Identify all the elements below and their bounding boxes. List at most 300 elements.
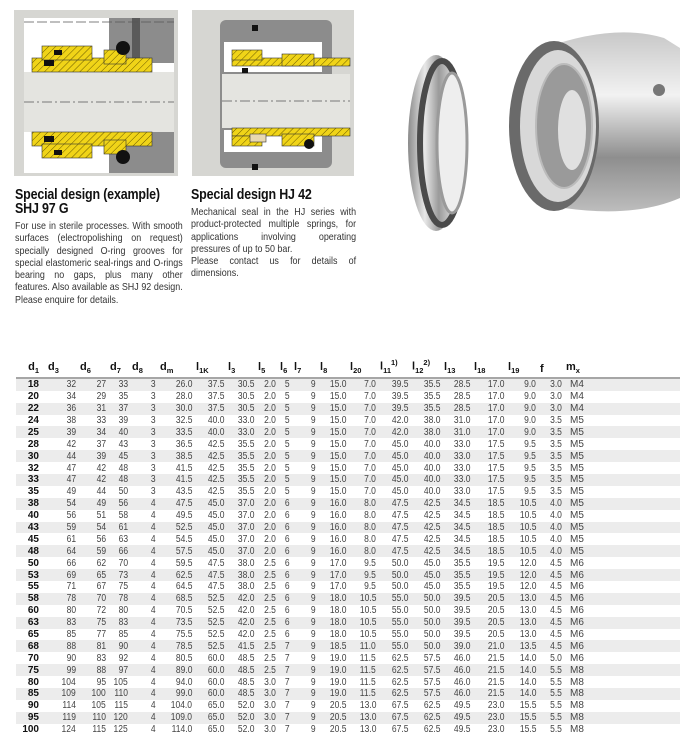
- table-cell-l8: 18.5: [320, 640, 350, 652]
- table-cell-l3: 35.5: [228, 474, 258, 486]
- table-cell-d3: 83: [48, 617, 80, 629]
- table-cell-dm: 52.5: [160, 522, 196, 534]
- table-cell-l3: 30.5: [237, 391, 254, 403]
- column-header-l13: $l_{13}$: [444, 358, 474, 378]
- row-filler: [600, 724, 680, 736]
- table-cell-mx: M5: [566, 498, 600, 510]
- table-cell-f: 3.5: [550, 414, 562, 426]
- table-row: [16, 545, 680, 557]
- table-cell-l20: 13.0: [359, 700, 376, 712]
- table-cell-l3: 30.5: [228, 403, 258, 415]
- table-cell-l13: 39.5: [444, 593, 474, 605]
- table-cell-dm: 80.5: [175, 652, 192, 664]
- table-cell-l6: 5: [285, 414, 290, 426]
- table-row: [16, 426, 680, 438]
- section-hj42: [191, 188, 359, 281]
- table-cell-d6: 42: [96, 462, 106, 474]
- row-filler: [600, 557, 680, 569]
- table-cell-l11: 47.5: [380, 498, 412, 510]
- table-cell-l8: 17.0: [329, 581, 346, 593]
- table-cell-d7: 66: [110, 545, 132, 557]
- table-cell-l20: 8.0: [350, 522, 380, 534]
- table-cell-l20: 8.0: [364, 510, 376, 522]
- table-cell-d8: 4: [151, 652, 156, 664]
- table-cell-d1: 75: [16, 664, 48, 676]
- table-cell-l3: 38.0: [237, 557, 254, 569]
- table-cell-l18: 21.5: [474, 688, 508, 700]
- table-cell-l20: 7.0: [364, 486, 376, 498]
- table-cell-d6: 65: [80, 569, 110, 581]
- column-header-l3: $l_3$: [228, 358, 258, 378]
- table-cell-l1K: 42.5: [207, 486, 224, 498]
- table-cell-d3: 88: [48, 640, 80, 652]
- table-cell-d1: 28: [27, 438, 39, 450]
- table-cell-l13: 33.0: [444, 474, 474, 486]
- table-cell-l5: 2.0: [258, 522, 280, 534]
- table-row: [16, 629, 680, 641]
- table-row: [16, 712, 680, 724]
- table-cell-l5: 3.0: [258, 712, 280, 724]
- table-cell-l13: 46.0: [444, 664, 474, 676]
- table-cell-d7: 35: [118, 391, 128, 403]
- table-cell-l18: 17.0: [487, 391, 504, 403]
- table-row: [16, 450, 680, 462]
- table-cell-l20: 8.0: [350, 498, 380, 510]
- table-cell-l7: 9: [294, 498, 320, 510]
- table-cell-l18: 19.5: [487, 557, 504, 569]
- table-cell-l13: 33.0: [453, 486, 470, 498]
- table-cell-l12: 35.5: [423, 391, 440, 403]
- column-header-f: f: [540, 358, 566, 378]
- table-cell-d1: 95: [16, 712, 48, 724]
- table-cell-l7: 9: [294, 712, 320, 724]
- row-filler: [600, 617, 680, 629]
- table-row: [16, 474, 680, 486]
- table-cell-f: 5.5: [540, 664, 566, 676]
- table-cell-d3: 109: [48, 688, 80, 700]
- column-header-d6: $d_6$: [80, 358, 110, 378]
- table-cell-l3: 52.0: [228, 712, 258, 724]
- table-cell-l19: 10.5: [519, 510, 536, 522]
- table-cell-f: 5.5: [550, 676, 562, 688]
- table-cell-d3: 44: [48, 450, 80, 462]
- table-cell-d1: 20: [27, 391, 39, 403]
- table-cell-d7: 45: [110, 450, 132, 462]
- table-cell-l12: 42.5: [412, 522, 444, 534]
- table-cell-mx: M4: [570, 391, 584, 403]
- table-cell-d3: 47: [48, 474, 80, 486]
- table-row: [16, 462, 680, 474]
- table-cell-d8: 4: [151, 557, 156, 569]
- table-cell-d8: 4: [151, 533, 156, 545]
- table-cell-d7: 58: [118, 510, 128, 522]
- table-cell-l8: 20.5: [329, 724, 346, 736]
- table-cell-d1: 68: [16, 640, 48, 652]
- column-header-l1K: $l_{1K}$: [196, 358, 228, 378]
- row-filler: [600, 581, 680, 593]
- table-cell-d8: 4: [132, 617, 160, 629]
- table-row: [16, 581, 680, 593]
- table-cell-mx: M5: [566, 474, 600, 486]
- table-cell-f: 4.5: [550, 628, 562, 640]
- product-photo: [384, 8, 680, 238]
- table-cell-l3: 35.5: [237, 486, 254, 498]
- table-cell-l12: 57.5: [423, 652, 440, 664]
- table-cell-l8: 15.0: [320, 426, 350, 438]
- table-cell-d6: 67: [96, 581, 106, 593]
- table-cell-l3: 33.0: [228, 426, 258, 438]
- table-cell-l7: 9: [311, 652, 316, 664]
- table-cell-d7: 70: [118, 557, 128, 569]
- row-filler: [600, 403, 680, 415]
- row-filler: [600, 712, 680, 724]
- table-cell-l6: 5: [285, 391, 290, 403]
- table-cell-dm: 109.0: [160, 712, 196, 724]
- table-cell-d8: 3: [151, 414, 156, 426]
- table-cell-l1K: 60.0: [196, 688, 228, 700]
- column-header-dm: $d_m$: [160, 358, 196, 378]
- table-cell-l19: 10.5: [508, 522, 540, 534]
- table-cell-l1K: 52.5: [196, 593, 228, 605]
- table-row: [16, 652, 680, 664]
- table-cell-l20: 7.0: [364, 414, 376, 426]
- table-cell-l13: 33.0: [453, 462, 470, 474]
- table-cell-d8: 3: [151, 486, 156, 498]
- table-cell-l18: 18.5: [474, 498, 508, 510]
- table-cell-l13: 35.5: [444, 569, 474, 581]
- table-cell-l20: 11.5: [350, 664, 380, 676]
- table-cell-l11: 50.0: [391, 581, 408, 593]
- table-cell-l8: 15.0: [320, 403, 350, 415]
- table-cell-l5: 3.0: [264, 676, 276, 688]
- table-cell-l20: 11.5: [350, 688, 380, 700]
- column-header-l8: $l_8$: [320, 358, 350, 378]
- table-row: [16, 522, 680, 534]
- table-cell-f: 3.5: [550, 462, 562, 474]
- table-cell-l6: 6: [280, 593, 294, 605]
- table-cell-l18: 20.5: [487, 605, 504, 617]
- diagram-shj97g: [14, 10, 178, 176]
- table-cell-l5: 2.5: [258, 569, 280, 581]
- table-cell-d3: 36: [48, 403, 80, 415]
- table-cell-d7: 78: [110, 593, 132, 605]
- table-row: [16, 605, 680, 617]
- table-cell-l1K: 42.5: [196, 450, 228, 462]
- table-cell-l18: 23.0: [487, 724, 504, 736]
- table-cell-l6: 7: [280, 664, 294, 676]
- table-cell-l5: 2.5: [264, 581, 276, 593]
- table-cell-l6: 5: [280, 474, 294, 486]
- table-cell-l1K: 52.5: [196, 617, 228, 629]
- section-title: [15, 187, 160, 217]
- table-cell-mx: M5: [570, 510, 584, 522]
- table-cell-l11: 39.5: [380, 403, 412, 415]
- table-cell-l3: 38.0: [228, 569, 258, 581]
- table-cell-f: 4.5: [540, 640, 566, 652]
- table-cell-l19: 13.0: [508, 617, 540, 629]
- table-row: [16, 403, 680, 415]
- row-filler: [600, 486, 680, 498]
- table-row: [16, 498, 680, 510]
- table-cell-f: 3.5: [550, 438, 562, 450]
- table-cell-l1K: 47.5: [207, 557, 224, 569]
- table-cell-mx: M6: [570, 581, 584, 593]
- table-cell-l20: 7.0: [350, 474, 380, 486]
- table-cell-l8: 16.0: [320, 498, 350, 510]
- row-filler: [600, 450, 680, 462]
- table-cell-l19: 15.5: [519, 724, 536, 736]
- table-cell-l6: 6: [285, 557, 290, 569]
- table-cell-d6: 39: [80, 450, 110, 462]
- table-cell-mx: M8: [566, 664, 600, 676]
- table-cell-l19: 14.0: [508, 688, 540, 700]
- table-cell-d8: 4: [151, 581, 156, 593]
- table-cell-l3: 37.0: [237, 533, 254, 545]
- table-cell-l13: 39.5: [453, 605, 470, 617]
- table-cell-d7: 85: [118, 628, 128, 640]
- table-cell-l5: 2.0: [258, 378, 280, 391]
- table-cell-d6: 83: [96, 652, 106, 664]
- table-cell-l5: 2.0: [264, 462, 276, 474]
- table-cell-dm: 41.5: [175, 462, 192, 474]
- table-cell-l19: 12.0: [519, 557, 536, 569]
- table-body: [16, 378, 680, 736]
- table-cell-l5: 2.5: [264, 557, 276, 569]
- table-cell-l13: 46.0: [453, 652, 470, 664]
- table-cell-l18: 17.0: [474, 403, 508, 415]
- table-cell-l5: 2.0: [258, 403, 280, 415]
- table-cell-d6: 31: [80, 403, 110, 415]
- table-cell-l11: 47.5: [380, 522, 412, 534]
- table-cell-d7: 39: [118, 414, 128, 426]
- table-cell-l5: 2.5: [258, 664, 280, 676]
- table-cell-mx: M4: [566, 378, 600, 391]
- table-cell-l1K: 65.0: [207, 700, 224, 712]
- seal-cross-section-illustration: [192, 10, 354, 176]
- table-cell-d8: 3: [132, 474, 160, 486]
- table-cell-l11: 62.5: [391, 652, 408, 664]
- column-header-l12: $l_{12}^{2)}$: [412, 358, 444, 378]
- table-row: [16, 486, 680, 498]
- table-cell-l6: 6: [280, 545, 294, 557]
- table-cell-mx: M5: [570, 533, 584, 545]
- table-cell-l19: 15.5: [508, 712, 540, 724]
- table-cell-f: 4.5: [550, 557, 562, 569]
- table-cell-d8: 4: [151, 628, 156, 640]
- table-cell-f: 5.0: [550, 652, 562, 664]
- table-cell-f: 4.5: [540, 593, 566, 605]
- section-title-line1: Special design (example): [15, 187, 160, 203]
- table-cell-l12: 50.0: [423, 605, 440, 617]
- table-cell-d3: 39: [48, 426, 80, 438]
- table-cell-l12: 57.5: [423, 676, 440, 688]
- table-cell-d7: 105: [113, 676, 128, 688]
- table-cell-l7: 9: [294, 426, 320, 438]
- table-cell-d7: 37: [110, 403, 132, 415]
- table-cell-l20: 11.0: [350, 640, 380, 652]
- table-cell-l8: 15.0: [320, 378, 350, 391]
- table-cell-d8: 4: [151, 605, 156, 617]
- table-cell-d6: 115: [92, 724, 106, 736]
- table-cell-l7: 9: [311, 533, 316, 545]
- table-cell-l12: 40.0: [423, 486, 440, 498]
- table-cell-l5: 2.5: [258, 593, 280, 605]
- table-cell-l20: 10.5: [359, 605, 376, 617]
- table-cell-l13: 39.0: [444, 640, 474, 652]
- table-cell-l20: 7.0: [364, 462, 376, 474]
- table-cell-dm: 43.5: [175, 486, 192, 498]
- table-cell-f: 5.5: [540, 688, 566, 700]
- table-cell-l11: 47.5: [380, 545, 412, 557]
- table-cell-l1K: 60.0: [207, 676, 224, 688]
- table-cell-l8: 19.0: [320, 664, 350, 676]
- table-cell-l12: 45.0: [423, 581, 440, 593]
- table-row: [16, 378, 680, 391]
- table-cell-d1: 48: [16, 545, 48, 557]
- table-cell-d3: 80: [66, 605, 76, 617]
- table-cell-l11: 67.5: [391, 724, 408, 736]
- table-cell-mx: M6: [566, 569, 600, 581]
- table-cell-l19: 14.0: [519, 676, 536, 688]
- row-filler: [600, 545, 680, 557]
- table-cell-d1: 70: [27, 652, 39, 664]
- table-cell-l18: 18.5: [487, 533, 504, 545]
- table-cell-l20: 9.5: [364, 581, 376, 593]
- table-cell-l1K: 42.5: [207, 438, 224, 450]
- table-row: [16, 724, 680, 736]
- row-filler: [600, 462, 680, 474]
- table-cell-d7: 83: [110, 617, 132, 629]
- table-row: [16, 640, 680, 652]
- table-cell-l13: 28.5: [444, 378, 474, 391]
- table-cell-l7: 9: [294, 545, 320, 557]
- table-cell-l19: 9.5: [508, 450, 540, 462]
- table-cell-l20: 8.0: [350, 545, 380, 557]
- table-cell-f: 5.5: [550, 700, 562, 712]
- table-cell-l3: 37.0: [228, 498, 258, 510]
- table-cell-l19: 9.0: [508, 378, 540, 391]
- table-cell-mx: M5: [566, 545, 600, 557]
- column-header-mx: $m_x$: [566, 358, 600, 378]
- table-cell-d6: 59: [80, 545, 110, 557]
- table-cell-dm: 75.5: [175, 628, 192, 640]
- table-cell-l6: 5: [285, 438, 290, 450]
- table-cell-l19: 9.5: [524, 486, 536, 498]
- row-filler: [600, 474, 680, 486]
- table-cell-d8: 4: [132, 593, 160, 605]
- table-cell-l19: 14.0: [508, 664, 540, 676]
- table-row: [16, 688, 680, 700]
- table-cell-l1K: 52.5: [196, 640, 228, 652]
- table-cell-l6: 6: [285, 605, 290, 617]
- table-cell-l12: 35.5: [412, 403, 444, 415]
- table-cell-d6: 70: [80, 593, 110, 605]
- table-cell-l13: 35.5: [453, 581, 470, 593]
- table-cell-l6: 6: [280, 617, 294, 629]
- table-cell-l11: 62.5: [380, 688, 412, 700]
- table-cell-l18: 23.0: [474, 712, 508, 724]
- table-cell-l18: 21.0: [474, 640, 508, 652]
- table-cell-l12: 62.5: [423, 724, 440, 736]
- table-cell-l19: 10.5: [519, 533, 536, 545]
- table-cell-l12: 40.0: [412, 474, 444, 486]
- column-header-l11: $l_{11}^{1)}$: [380, 358, 412, 378]
- table-cell-l7: 9: [311, 414, 316, 426]
- row-filler: [600, 688, 680, 700]
- table-cell-f: 4.0: [550, 510, 562, 522]
- table-cell-d7: 63: [118, 533, 128, 545]
- table-cell-l20: 13.0: [350, 712, 380, 724]
- table-cell-d8: 4: [151, 676, 156, 688]
- table-row: [16, 533, 680, 545]
- table-cell-l20: 11.5: [360, 676, 376, 688]
- table-cell-dm: 54.5: [175, 533, 192, 545]
- table-cell-d7: 73: [110, 569, 132, 581]
- table-cell-l13: 33.0: [444, 450, 474, 462]
- table-cell-l19: 9.0: [524, 414, 536, 426]
- column-header-l5: $l_5$: [258, 358, 280, 378]
- table-cell-l11: 47.5: [391, 510, 408, 522]
- table-cell-f: 3.0: [550, 391, 562, 403]
- table-cell-l13: 34.5: [444, 522, 474, 534]
- table-cell-mx: M4: [566, 403, 600, 415]
- table-cell-f: 4.5: [540, 569, 566, 581]
- table-cell-l8: 18.0: [320, 617, 350, 629]
- table-cell-d6: 29: [96, 391, 106, 403]
- table-cell-l12: 42.5: [412, 545, 444, 557]
- table-cell-l6: 7: [280, 712, 294, 724]
- table-cell-l12: 38.0: [412, 426, 444, 438]
- table-cell-l13: 49.5: [453, 700, 470, 712]
- table-cell-l19: 9.0: [508, 426, 540, 438]
- table-cell-dm: 47.5: [160, 498, 196, 510]
- table-cell-mx: M8: [566, 688, 600, 700]
- table-cell-dm: 62.5: [160, 569, 196, 581]
- table-cell-f: 3.0: [540, 403, 566, 415]
- table-cell-l5: 2.0: [258, 450, 280, 462]
- table-cell-l5: 2.0: [264, 438, 276, 450]
- table-cell-l5: 3.0: [264, 724, 276, 736]
- table-cell-l12: 38.0: [423, 414, 440, 426]
- dimensions-table: [16, 358, 680, 736]
- table-cell-l12: 62.5: [423, 700, 440, 712]
- table-cell-f: 3.5: [540, 474, 566, 486]
- table-cell-l3: 41.5: [228, 640, 258, 652]
- table-cell-d1: 40: [27, 510, 39, 522]
- column-header-l6: $l_6$: [280, 358, 294, 378]
- table-cell-l8: 16.0: [329, 533, 346, 545]
- table-cell-l6: 6: [280, 522, 294, 534]
- table-cell-l11: 39.5: [380, 378, 412, 391]
- row-filler: [600, 378, 680, 391]
- table-cell-d7: 75: [118, 581, 128, 593]
- table-cell-l7: 9: [311, 605, 316, 617]
- table-cell-d3: 64: [48, 545, 80, 557]
- table-row: [16, 510, 680, 522]
- table-cell-l5: 2.0: [258, 474, 280, 486]
- table-cell-d3: 99: [48, 664, 80, 676]
- table-cell-l12: 50.0: [412, 593, 444, 605]
- table-cell-l8: 15.0: [320, 450, 350, 462]
- table-cell-d1: 85: [16, 688, 48, 700]
- table-cell-d7: 80: [118, 605, 128, 617]
- table-cell-l18: 18.5: [487, 510, 504, 522]
- table-cell-l20: 7.0: [350, 426, 380, 438]
- table-cell-d6: 51: [96, 510, 106, 522]
- table-cell-d6: 33: [96, 414, 106, 426]
- column-header-l7: $l_7$: [294, 358, 320, 378]
- table-cell-l8: 18.0: [329, 605, 346, 617]
